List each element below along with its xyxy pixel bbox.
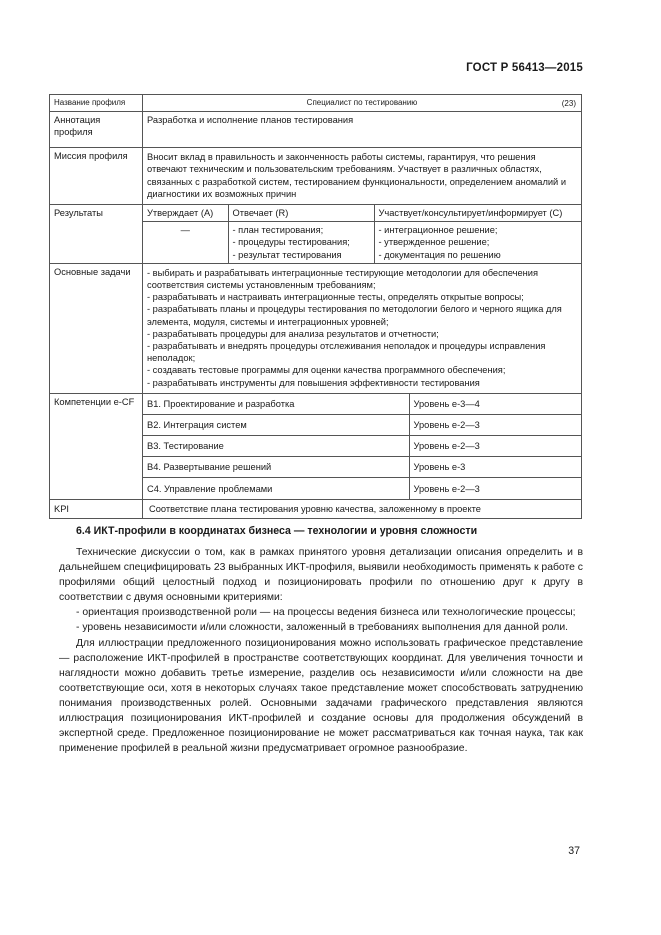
annotation-label: Аннотация профиля [50,112,143,148]
competence-level: Уровень e-3—4 [409,394,581,415]
competences-label: Компетенции e-CF [50,393,143,499]
c-items [374,222,581,263]
profile-title: Специалист по тестированию [306,98,418,107]
header-label: Название профиля [50,95,143,112]
table-row [50,112,582,148]
profile-table [49,94,582,519]
task-item: - разрабатывать и внедрять процедуры отслеживания неполадок и процедуры исправления неполадок; [147,341,546,364]
competence-name: B1. Проектирование и разработка [143,394,409,415]
body-text [59,545,583,756]
header-title-cell [143,95,582,112]
criteria-item: - уровень независимости и/или сложности, заложенный в требованиях выполнения для данной роли. [76,622,569,634]
table-header-row [50,95,582,112]
col-c-header: Участвует/консультирует/информирует (C) [374,205,581,222]
r-items [228,222,374,263]
competence-name: C4. Управление проблемами [143,478,409,499]
task-item: - разрабатывать и настраивать интеграционные тесты, определять открытые вопросы; [147,292,524,303]
competence-name: B4. Развертывание решений [143,457,409,478]
table-row [50,263,582,393]
tasks-cell [143,263,582,393]
col-r-header: Отвечает (R) [228,205,374,222]
a-value: — [143,222,228,263]
table-row [50,393,582,499]
list-item: - результат тестирования [232,249,342,260]
section-title: 6.4 ИКТ-профили в координатах бизнеса — технологии и уровня сложности [76,525,478,537]
paragraph: Для иллюстрации предложенного позиционирования можно использовать графическое представление — расположение ИКТ-профилей в пространстве соответствующих координат. Для увеличения точности и наглядности можно добавить третье измерение, разделив ось независимости и/или сложности на две соответствующие оси, хотя в некоторых случаях такое представление может способствовать затруднению понимания производственных ролей. Основными задачами графического представления являются иллюстрация позиционирования ИКТ-профилей и создание основы для продолжения обсуждений в экспертной среде. Предложенное позиционирование не может рассматриваться как точная наука, так как применение профилей в реальной жизни предусматривает огромное разнообразие. [59,637,583,755]
competence-name: B3. Тестирование [143,436,409,457]
competence-name: B2. Интеграция систем [143,415,409,436]
competence-level: Уровень e-2—3 [409,415,581,436]
results-cell [143,205,582,264]
list-item: - утвержденное решение; [378,237,490,248]
standard-header: ГОСТ Р 56413—2015 [466,62,583,74]
kpi-text: Соответствие плана тестирования уровню качества, заложенному в проекте [143,499,582,518]
list-item: - процедуры тестирования; [232,237,350,248]
competence-level: Уровень e-3 [409,457,581,478]
competences-cell [143,393,582,499]
competences-table [143,394,581,499]
mission-label: Миссия профиля [50,148,143,205]
profile-number: (23) [561,99,576,108]
annotation-text: Разработка и исполнение планов тестирования [143,112,582,148]
criteria-item: - ориентация производственной роли — на процессы ведения бизнеса или технологические процессы; [76,607,576,619]
task-item: - разрабатывать процедуры для анализа результатов и отчетности; [147,328,439,339]
page-number: 37 [568,845,580,857]
task-item: - создавать тестовые программы для оценки качества программного обеспечения; [147,365,506,376]
table-row [50,499,582,518]
results-label: Результаты [50,205,143,264]
table-row [50,148,582,205]
competence-level: Уровень e-2—3 [409,436,581,457]
results-table [143,205,581,263]
task-item: - выбирать и разрабатывать интеграционные тестирующие методологии для обеспечения соответствия системы установленным требованиям; [147,267,539,291]
list-item: - документация по решению [378,249,501,260]
list-item: - интеграционное решение; [378,225,498,236]
kpi-label: KPI [50,499,143,518]
task-item: - разрабатывать планы и процедуры тестирования по методологии белого и черного ящика для элемента, модуля, системы и интеграционных уровней; [147,304,562,327]
task-item: - разрабатывать инструменты для повышения эффективности тестирования [147,377,480,388]
col-a-header: Утверждает (A) [143,205,228,222]
competence-level: Уровень e-2—3 [409,478,581,499]
tasks-label: Основные задачи [50,263,143,393]
paragraph: Технические дискуссии о том, как в рамках принятого уровня детализации описания определить и в дальнейшем специфицировать 23 выбранных ИКТ-профиля, выявили необходимость применять к работе с профилями общий целостный подход и позиционировать профили по отношению друг к другу в соответствии с двумя основными критериями: [59,547,583,604]
table-row [50,205,582,264]
list-item: - план тестирования; [232,225,324,236]
mission-text: Вносит вклад в правильность и законченность работы системы, гарантируя, что решения отвечают техническим и пользовательским требованиям. Участвует в различных областях, связанных с разработкой систем, тестированием функциональности, определением аномалий и диагностики их возможных причин [143,148,582,205]
